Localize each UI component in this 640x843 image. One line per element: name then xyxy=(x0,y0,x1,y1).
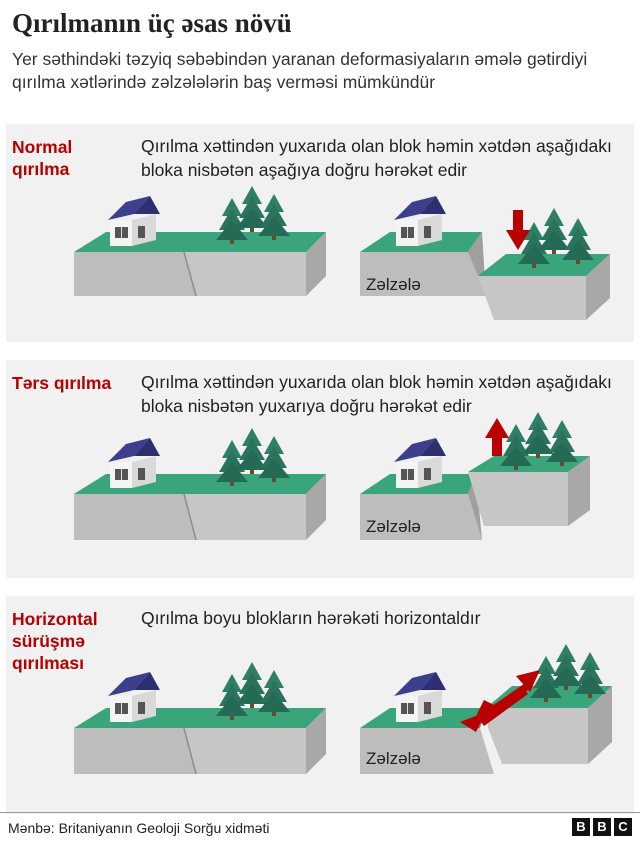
house-icon xyxy=(394,672,446,722)
panel-description: Qırılma boyu blokların hərəkəti horizontaldır xyxy=(141,608,481,628)
tree-icon xyxy=(546,420,578,466)
shifted-block xyxy=(486,708,588,764)
house-icon xyxy=(394,438,446,488)
reverse-fault-diagram xyxy=(6,360,634,578)
tree-icon xyxy=(574,652,606,698)
normal-fault-diagram xyxy=(6,124,634,342)
earthquake-label: Zəlzələ xyxy=(366,275,421,294)
panel-title: Normal qırılma xyxy=(12,137,73,179)
tree-icon xyxy=(538,208,570,254)
arrow-up-icon xyxy=(485,418,509,456)
logo-letter: B xyxy=(593,818,611,836)
panel-normal-fault xyxy=(6,124,634,342)
house-icon xyxy=(108,438,160,488)
footer-divider xyxy=(0,812,640,813)
panel-description: Qırılma xəttindən yuxarıda olan blok həmin xətdən aşağıdakı bloka nisbətən aşağıya doğru hərəkət edir xyxy=(141,136,612,180)
bbc-logo xyxy=(572,818,632,836)
raised-block xyxy=(468,472,568,526)
tree-icon xyxy=(522,412,554,458)
house-icon xyxy=(108,196,160,246)
panel-title: Horizontal sürüşmə qırılması xyxy=(12,609,98,673)
panel-reverse-fault xyxy=(6,360,634,578)
panel-description: Qırılma xəttindən yuxarıda olan blok həmin xətdən aşağıdakı bloka nisbətən yuxarıya doğru hərəkət edir xyxy=(141,372,612,416)
logo-letter: C xyxy=(614,818,632,836)
strike-slip-fault-diagram xyxy=(6,596,634,814)
arrow-down-icon xyxy=(506,210,530,250)
house-icon xyxy=(394,196,446,246)
source-text: Mənbə: Britaniyanın Geoloji Sorğu xidməti xyxy=(8,820,270,836)
earthquake-label: Zəlzələ xyxy=(366,517,421,536)
rock-block xyxy=(74,252,196,296)
dropped-block xyxy=(478,276,586,320)
tree-icon xyxy=(550,644,582,690)
page-subtitle: Yer səthindəki təzyiq səbəbindən yaranan deformasiyaların əmələ gətirdiyi qırılma xətlərində zəlzələlərin baş verməsi mümkündür xyxy=(12,49,588,92)
panel-title: Tərs qırılma xyxy=(12,373,112,393)
page-title: Qırılmanın üç əsas növü xyxy=(12,8,292,38)
logo-letter: B xyxy=(572,818,590,836)
earthquake-label: Zəlzələ xyxy=(366,749,421,768)
tree-icon xyxy=(500,424,532,470)
panel-strike-slip-fault xyxy=(6,596,634,814)
tree-icon xyxy=(562,218,594,264)
house-icon xyxy=(108,672,160,722)
rock-block xyxy=(74,494,196,540)
rock-block xyxy=(74,728,196,774)
